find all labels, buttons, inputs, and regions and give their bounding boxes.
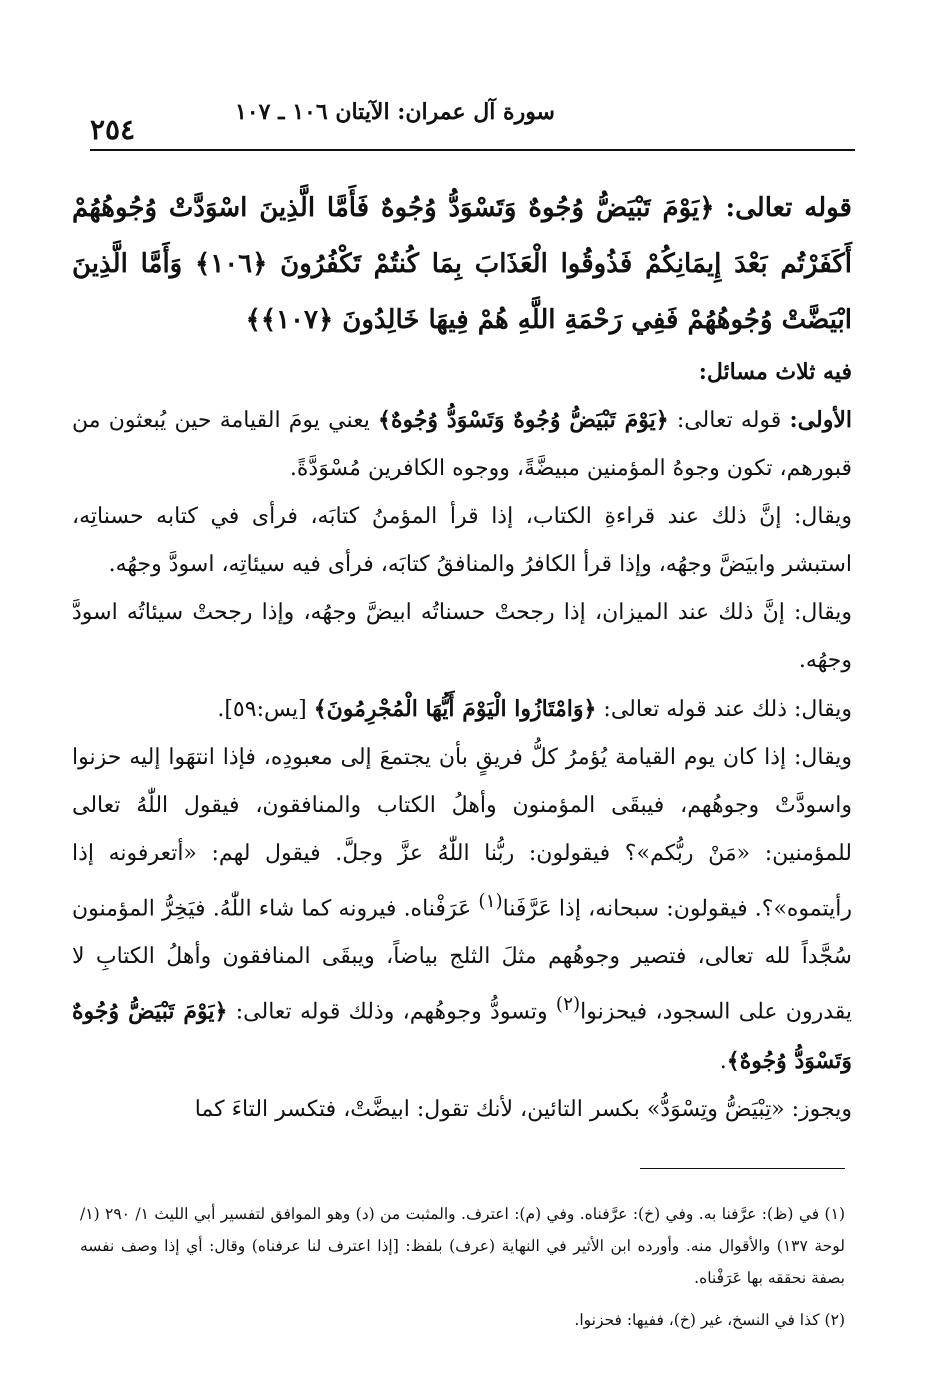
paragraph-scale: ويقال: إنَّ ذلك عند الميزان، إذا رجحتْ حسناتُه ابيضَّ وجهُه، وإذا رجحتْ سيئاتُه اسودَّ وجهُه. — [72, 600, 852, 673]
quran-quote: ﴿يَوْمَ تَبْيَضُّ وُجُوهٌ وَتَسْوَدُّ وُجُوهٌ﴾ — [378, 407, 669, 433]
quran-quote: ﴿وَامْتَازُوا الْيَوْمَ أَيُّهَا الْمُجْرِمُونَ﴾ — [313, 696, 597, 722]
footnote-marker: (١) — [478, 891, 503, 912]
verse-reference: [يس:٥٩]. — [217, 697, 307, 722]
footnotes — [80, 1198, 845, 1346]
footnote-rule — [640, 1168, 845, 1169]
main-text — [72, 180, 852, 1134]
paragraph-resurrection — [72, 734, 852, 1086]
paragraph-reading: ويقال: إنَّ ذلك عند قراءةِ الكتاب، إذا قرأ المؤمنُ كتابَه، فرأى في كتابه حسناتِه، استبشر وابيَضَّ وجهُه، وإذا قرأ الكافرُ والمنافقُ كتابَه، فرأى فيه سيئاتِه، اسودَّ وجهُه. — [72, 504, 852, 577]
page-number: ٢٥٤ — [90, 113, 136, 146]
quran-quote: ﴿يَوْمَ تَبْيَضُّ وُجُوهٌ وَتَسْوَدُّ وُجُوهٌ﴾ — [72, 998, 852, 1074]
footnote-item: (١) في (ظ): عرَّفنا به. وفي (خ): عرَّفناه. وفي (م): اعترف. والمثبت من (د) وهو الموافق لتفسير أبي الليث ١/ ٢٩٠ (١/ لوحة ١٣٧) والأقوال منه. وأورده ابن الأثير في النهاية (عرف) بلفظ: [إذا اعترف لنا عرفناه) وقال: أي إذا وصف نفسه بصفة نحققه بها عَرَفْناه. — [80, 1205, 845, 1287]
paragraph-separation — [72, 685, 852, 734]
chapter-title: سورة آل عمران: الآيتان ١٠٦ ـ ١٠٧ — [234, 99, 555, 125]
paragraph-end: . — [719, 1048, 727, 1074]
paragraph-text: وتسودُّ وجوهُهم، وذلك قوله تعالى: — [235, 999, 548, 1025]
paragraph-text: ويقال: إذا كان يوم القيامة يُؤمرُ كلُّ فريقٍ بأن يجتمعَ إلى معبودِه، فإذا انتهَوا إليه حزنوا واسودَّتْ وجوهُهم، فيبقَى المؤمنون وأهلُ الكتاب والمنافقون، فيقول اللّٰهُ تعالى للمؤمنين: «مَنْ ربُّكم»؟ فيقولون: ربُّنا اللّٰهُ عزَّ وجلَّ. فيقول لهم: «أتعرفونه إذا رأيتموه»؟. فيقولون: سبحانه، إذا عَرَّفَنا — [72, 745, 853, 922]
paragraph-text: قوله تعالى: — [676, 408, 782, 433]
paragraph-text: ويقال: ذلك عند قوله تعالى: — [603, 697, 852, 722]
paragraph-text: يعني يومَ القيامة حين يُبعثون من قبورهم، تكون وجوهُ المؤمنين مبيضَّةً، ووجوه الكافرين مُسْوَدَّةً. — [72, 408, 852, 481]
paragraph-first — [72, 396, 852, 493]
paragraph-text: عَرَفْناه. فيرونه كما شاء اللّٰهُ. فيَخِرُّ المؤمنون سُجَّداً لله تعالى، فتصير وجوهُهم مثلَ الثلج بياضاً، ويبقَى المنافقون وأهلُ الكتابِ لا يقدرون على السجود، فيحزنوا — [72, 896, 852, 1025]
section-heading: فيه ثلاث مسائل: — [698, 359, 852, 385]
footnote-marker: (٢) — [555, 994, 581, 1016]
paragraph-lead: الأولى: — [789, 407, 852, 433]
footnote-item: (٢) كذا في النسخ، غير (خ)، ففيها: فحزنوا. — [574, 1311, 845, 1329]
paragraph-reading-variant: ويجوز: «تِبْيَضُّ وتِسْوَدُّ» بكسر التائين، لأنك تقول: ابيضَّتْ، فتكسر التاءَ كما — [194, 1096, 852, 1122]
verse-introduction — [72, 180, 852, 348]
verse-lead: قوله تعالى: — [725, 193, 852, 223]
quran-verse: ﴿يَوْمَ تَبْيَضُّ وُجُوهٌ وَتَسْوَدُّ وُجُوهٌ فَأَمَّا الَّذِينَ اسْوَدَّتْ وُجُوهُهُمْ أَكَفَرْتُم بَعْدَ إِيمَانِكُمْ فَذُوقُوا الْعَذَابَ بِمَا كُنتُمْ تَكْفُرُونَ ﴿١٠٦﴾ وَأَمَّا الَّذِينَ ابْيَضَّتْ وُجُوهُهُمْ فَفِي رَحْمَةِ اللَّهِ هُمْ فِيهَا خَالِدُونَ ﴿١٠٧﴾﴾ — [72, 193, 852, 335]
running-header — [90, 95, 855, 153]
header-rule — [90, 149, 855, 151]
